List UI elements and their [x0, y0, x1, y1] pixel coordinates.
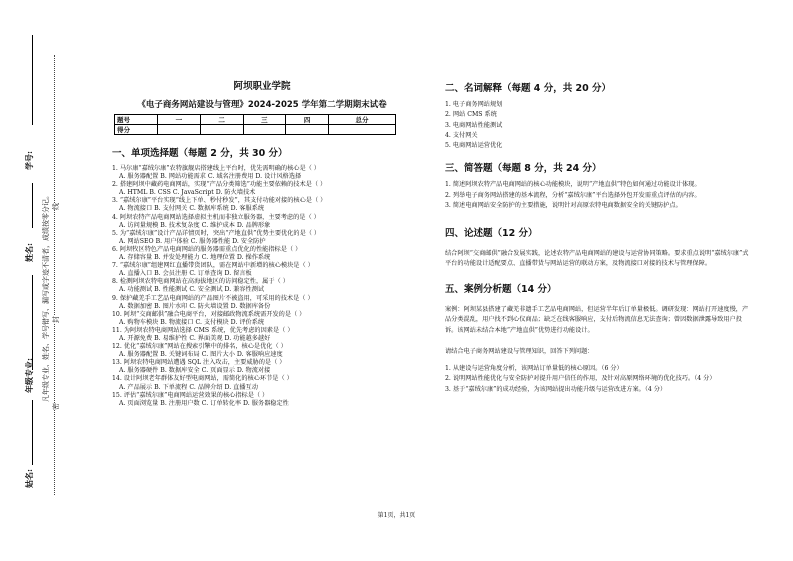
score-cell: 得分 — [115, 125, 158, 135]
question: 11. 为阿坝农特电商网站选择 CMS 系统，优先考虑的因素是（ ） — [112, 326, 294, 334]
fill-line — [32, 400, 33, 465]
case-question: 1. 从建设与运营角度分析，该网站订单量低的核心原因。（6 分） — [445, 364, 623, 372]
question: 5. 为“嘉绒尔康”设计产品详情页时，突出“产地直供”优势主要优化的是（ ） — [112, 229, 321, 237]
question: 2. 搭建阿坝中藏药电商网站，实现“产品分类筛选”功能主要依赖的技术是（ ） — [112, 181, 327, 189]
score-cell: 总分 — [329, 115, 396, 125]
question: 15. 评估“嘉绒尔康”电商网站运营效果的核心指标是（ ） — [112, 391, 269, 399]
question: 13. 阿坝农特电商网站遭遇 SQL 注入攻击，主要威胁的是（ ） — [112, 359, 286, 367]
exam-title: 《电子商务网站建设与管理》2024-2025 学年第二学期期末试卷 — [137, 100, 387, 110]
term-item: 3. 电商网站性能测试 — [445, 121, 503, 129]
section2-title: 二、名词解释（每题 4 分，共 20 分） — [445, 83, 612, 94]
section4-title: 四、论述题（12 分） — [445, 227, 538, 239]
grade-major-label: 年级专业: — [24, 358, 34, 393]
question-options: A. 功能测试 B. 性能测试 C. 安全测试 D. 兼容性测试 — [119, 286, 265, 294]
question-options: A. HTML B. CSS C. JavaScript D. 防火墙技术 — [119, 189, 256, 197]
section1-title: 一、单项选择题（每题 2 分，共 30 分） — [112, 148, 288, 159]
campus-label: 姑名: — [24, 469, 34, 488]
case-description: 案例：阿坝某县搭建了藏羌非遗手工艺品电商网站，但运营半年后订单量极低。调研发现：网站打开速度慢，产品分类混乱，用户找不到心仪商品；缺乏在线客服响应，支付后物流信息无法查询；曾因数据泄露导致用户投诉。该网站未结合本地“产地直供”优势进行功能设计。 — [445, 305, 749, 334]
question-options: A. 服务器配置 B. 关键词布局 C. 图片大小 D. 客服响应速度 — [119, 351, 283, 359]
question: 8. 检测阿坝农特电商网站在高海拔地区的访问稳定性，属于（ ） — [112, 278, 289, 286]
score-input-cell[interactable] — [243, 125, 286, 135]
score-cell: 二 — [200, 115, 243, 125]
question: 6. 阿坝牧区特色产品电商网站的服务器需重点优化的性能指标是（ ） — [112, 245, 302, 253]
section5-title: 五、案例分析题（14 分） — [445, 283, 557, 295]
seal-char-seal: 封 — [52, 316, 60, 323]
score-input-cell[interactable] — [329, 125, 396, 135]
question: 4. 阿坝农特产品电商网站选择虚拟主机而非独立服务器，主要考虑的是（ ） — [112, 213, 320, 221]
score-table-score-row — [115, 125, 396, 135]
fill-line — [32, 183, 33, 228]
question-options: A. 数据加密 B. 图片水印 C. 防火墙设置 D. 数据库备份 — [119, 302, 271, 310]
question-options: A. 开源免费 B. 易维护性 C. 界面美观 D. 功能越多越好 — [119, 334, 271, 342]
question-options: A. 直播入口 B. 会员注册 C. 订单查询 D. 留言板 — [119, 270, 252, 278]
question-options: A. 物流接口 B. 支付网关 C. 数据库系统 D. 客服系统 — [119, 205, 265, 213]
binding-instruction: 凡年级专业、姓名、学号错写、漏写或字迹不清者，成绩按零分记。 — [42, 192, 50, 402]
question-options: A. 网站SEO B. 用户体验 C. 服务器性能 D. 安全防护 — [119, 237, 266, 245]
question: 3. “嘉绒尔康”平台实现“线上下单、秒付秒发”，其支付功能对接的核心是（ ） — [112, 197, 327, 205]
fill-line — [32, 35, 33, 125]
question-options: A. 页面浏览量 B. 注册用户数 C. 订单转化率 D. 服务器稳定性 — [119, 399, 289, 407]
score-table-header-row — [115, 115, 396, 125]
question: 14. 设计阿坝老年群体友好型电商网站，需简化的核心环节是（ ） — [112, 375, 293, 383]
score-cell: 四 — [286, 115, 329, 125]
school-name: 阿坝职业学院 — [233, 81, 291, 92]
case-prompt: 请结合电子商务网站建设与管理知识，回答下列问题： — [445, 348, 594, 356]
name-label: 姓名: — [24, 243, 34, 262]
score-input-cell[interactable] — [158, 125, 201, 135]
essay-prompt: 结合阿坝“交商邮供”融合发展实践，论述农特产品电商网站的建设与运营协同策略。要求重点说明“嘉绒尔康”式平台的功能设计适配要点、直播带货与网站运营的联动方案，及物流接口对接的技术与管理保障。 — [445, 249, 749, 268]
seal-line — [54, 55, 55, 495]
section3-title: 三、简答题（每题 8 分，共 24 分） — [445, 163, 602, 175]
case-question: 3. 基于“嘉绒尔康”的成功经验，为该网站提出功能升级与运营改进方案。（4 分） — [445, 385, 667, 393]
question-options: A. 服务器硬件 B. 数据库安全 C. 页面显示 D. 物流对接 — [119, 367, 271, 375]
term-item: 2. 网站 CMS 系统 — [445, 111, 497, 119]
score-input-cell[interactable] — [286, 125, 329, 135]
student-id-label: 学号: — [24, 151, 34, 170]
case-question: 2. 说明网站性能优化与安全防护对提升用户信任的作用，及针对高原网络环境的优化技巧。（4 分） — [445, 375, 716, 383]
question-list — [112, 165, 412, 408]
fill-line — [32, 275, 33, 370]
score-input-cell[interactable] — [200, 125, 243, 135]
question-options: A. 存储容量 B. 并发处理能力 C. 地理位置 D. 操作系统 — [119, 254, 271, 262]
short-answer-item: 2. 列举电子商务网站搭建的基本流程，分析“嘉绒尔康”平台选择外包开发需重点评估的内容。 — [445, 191, 701, 199]
question: 10. 阿坝“交商邮供”融合电商平台，对接邮政物流系统需开发的是（ ） — [112, 310, 306, 318]
short-answer-item: 1. 简述阿坝农特产品电商网站的核心功能模块，说明“产地直供”特色如何通过功能设计体现。 — [445, 181, 701, 189]
question: 9. 保护藏羌手工艺品电商网站的产品图片不被盗用，可采用的技术是（ ） — [112, 294, 314, 302]
page-footer: 第1页，共1页 — [377, 512, 416, 519]
score-cell: 一 — [158, 115, 201, 125]
seal-char-secret: 密 — [52, 403, 60, 410]
question-options: A. 产品展示 B. 下单流程 C. 品牌介绍 D. 直播互动 — [119, 383, 258, 391]
score-cell: 三 — [243, 115, 286, 125]
question-options: A. 访问量规模 B. 技术复杂度 C. 维护成本 D. 品牌形象 — [119, 221, 271, 229]
binding-margin — [0, 0, 110, 561]
question: 7. “嘉绒尔康”组建网红直播带货团队，需在网站中新增的核心模块是（ ） — [112, 262, 314, 270]
term-item: 4. 支付网关 — [445, 131, 478, 139]
score-table — [114, 114, 396, 135]
question-options: A. 服务器配置 B. 网站功能需求 C. 域名注册费用 D. 设计风格选择 — [119, 173, 302, 181]
term-item: 1. 电子商务网站规划 — [445, 101, 503, 108]
term-item: 5. 电商网站运营优化 — [445, 142, 503, 150]
seal-char-line: 线 — [52, 203, 60, 210]
question: 1. 马尔康“嘉绒尔康”农特旗舰店搭建线上平台时，优先需明确的核心是（ ） — [112, 165, 320, 172]
left-column — [112, 78, 412, 408]
question-options: A. 购物车模块 B. 物流接口 C. 支付模块 D. 评价系统 — [119, 318, 265, 326]
question: 12. 优化“嘉绒尔康”网站在搜索引擎中的排名，核心是优化（ ） — [112, 343, 287, 351]
score-cell: 题号 — [115, 115, 158, 125]
right-column — [445, 80, 750, 395]
short-answer-item: 3. 简述电商网站安全防护的主要措施，说明针对高原农特电商数据安全的关键防护点。 — [445, 202, 682, 210]
